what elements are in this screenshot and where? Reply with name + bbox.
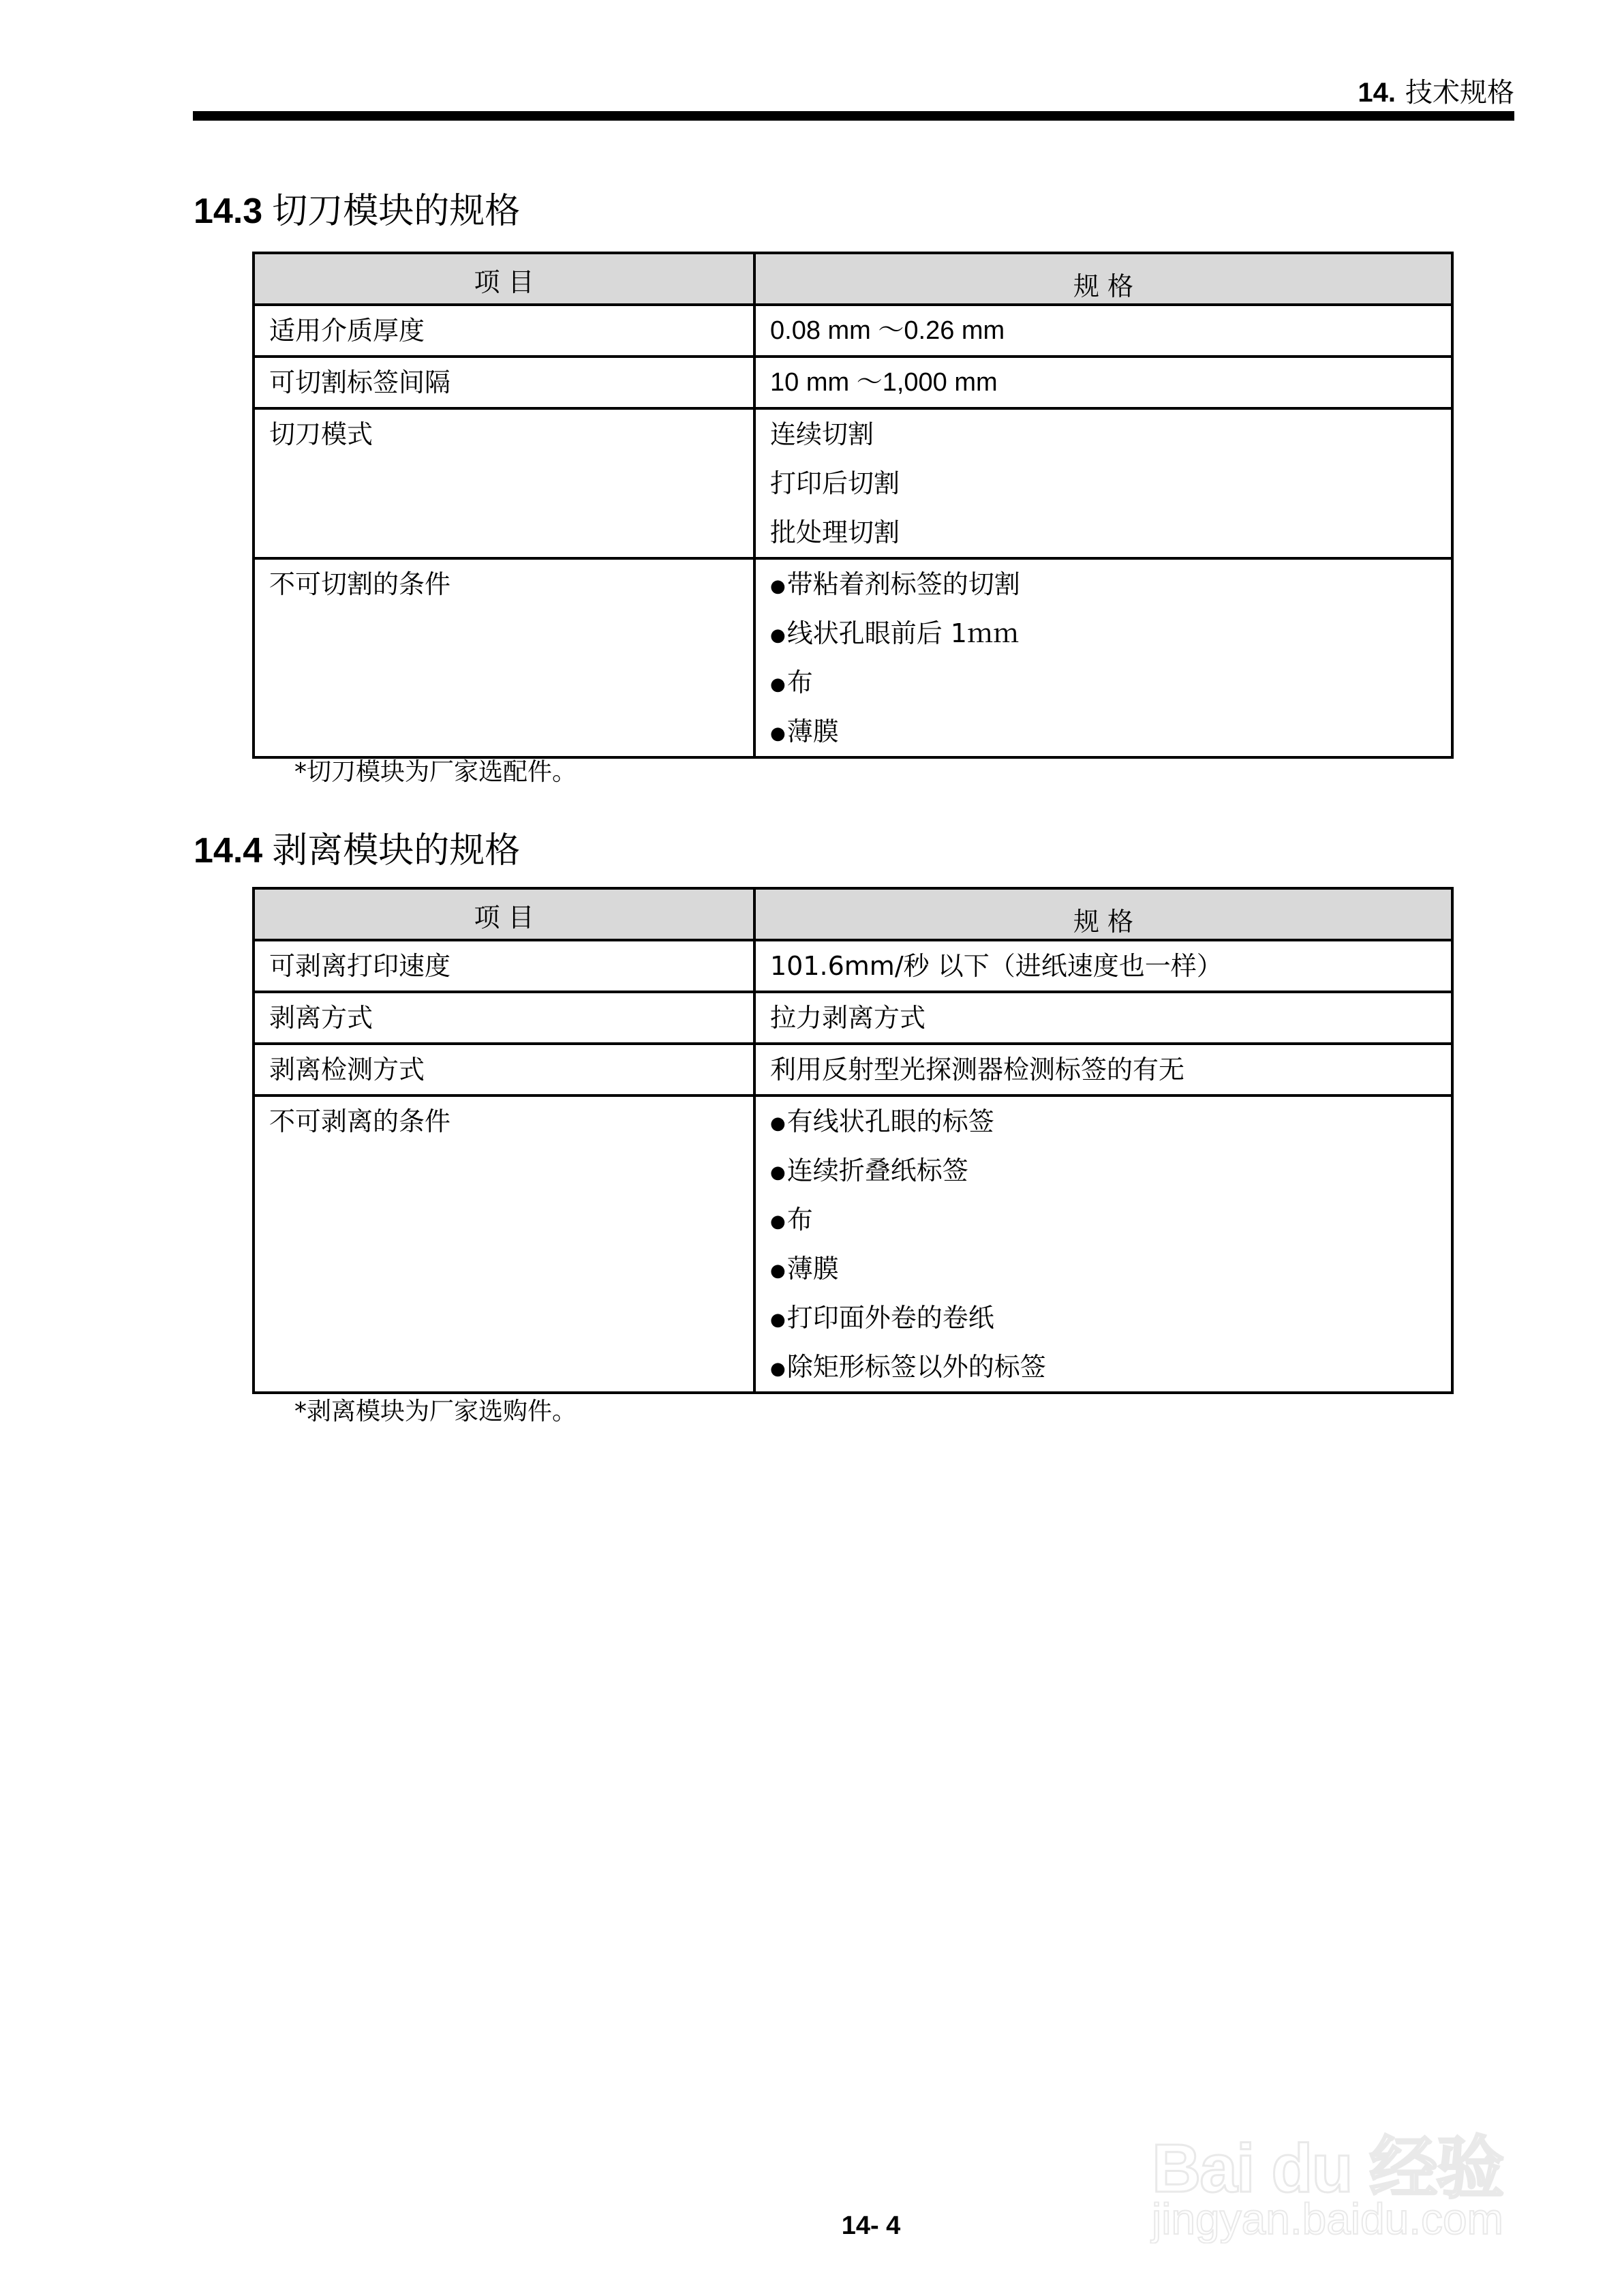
table-row <box>254 1096 1452 1393</box>
section-number: 14.3 <box>194 192 263 231</box>
peeler-footnote: *剥离模块为厂家选购件。 <box>294 1398 577 1425</box>
row-item: 切刀模式 <box>269 419 373 449</box>
header-rule <box>193 111 1514 121</box>
row-item: 不可剥离的条件 <box>269 1106 451 1136</box>
bullet-icon: ● <box>770 674 786 695</box>
baidu-paw-logo-icon: Bai du 经验 <box>1152 2130 1503 2207</box>
bullet-icon: ● <box>770 1260 786 1281</box>
table-header-row <box>254 253 1452 305</box>
row-spec: 10 mm ～1,000 mm <box>770 368 998 397</box>
section-title-peeler <box>194 829 520 873</box>
watermark-url: jingyan.baidu.com <box>1152 2194 1503 2244</box>
column-header-item: 项 目 <box>254 888 754 940</box>
bullet-item: ●打印面外卷的卷纸 <box>770 1303 994 1333</box>
bullet-icon: ● <box>770 1162 786 1183</box>
table-row <box>254 1044 1452 1096</box>
row-spec: 利用反射型光探测器检测标签的有无 <box>770 1055 1185 1085</box>
table-row <box>254 408 1452 558</box>
row-spec-line: 打印后切割 <box>770 468 900 498</box>
bullet-item: ●有线状孔眼的标签 <box>770 1106 994 1136</box>
bullet-item: ●薄膜 <box>770 716 839 746</box>
page-number: 14- 4 <box>841 2211 901 2240</box>
table-header-row <box>254 888 1452 940</box>
running-header <box>1358 74 1514 112</box>
column-header-item: 项 目 <box>254 253 754 305</box>
row-spec: 101.6mm/秒 以下（进纸速度也一样） <box>770 951 1223 981</box>
table-row <box>254 940 1452 992</box>
section-heading: 切刀模块的规格 <box>272 191 521 232</box>
row-item: 适用介质厚度 <box>269 316 425 346</box>
table-row <box>254 305 1452 357</box>
bullet-icon: ● <box>770 1309 786 1330</box>
bullet-icon: ● <box>770 723 786 744</box>
bullet-icon: ● <box>770 575 786 596</box>
column-header-spec: 规 格 <box>754 253 1452 305</box>
section-title-cutter <box>194 190 520 233</box>
row-spec: 0.08 mm ～0.26 mm <box>770 316 1005 345</box>
row-spec-line: 连续切割 <box>770 419 874 449</box>
bullet-icon: ● <box>770 624 786 646</box>
bullet-icon: ● <box>770 1211 786 1232</box>
cutter-footnote: *切刀模块为厂家选配件。 <box>294 758 577 786</box>
bullet-item: ●除矩形标签以外的标签 <box>770 1352 1046 1382</box>
table-row <box>254 558 1452 757</box>
table-row <box>254 357 1452 408</box>
bullet-item: ●带粘着剂标签的切割 <box>770 569 1020 599</box>
column-header-spec: 规 格 <box>754 888 1452 940</box>
bullet-icon: ● <box>770 1113 786 1134</box>
section-heading: 剥离模块的规格 <box>272 830 521 871</box>
bullet-item: ●布 <box>770 1205 813 1235</box>
bullet-item: ●薄膜 <box>770 1254 839 1284</box>
row-item: 剥离方式 <box>269 1003 373 1033</box>
row-item: 不可切割的条件 <box>269 569 451 599</box>
bullet-item: ●布 <box>770 667 813 697</box>
row-item: 可切割标签间隔 <box>269 367 451 397</box>
row-item: 剥离检测方式 <box>269 1055 425 1085</box>
table-row <box>254 992 1452 1044</box>
peeler-spec-table <box>252 887 1454 1394</box>
row-item: 可剥离打印速度 <box>269 951 451 981</box>
chapter-number: 14. <box>1358 78 1396 108</box>
cutter-spec-table <box>252 252 1454 759</box>
row-spec-line: 批处理切割 <box>770 517 900 547</box>
bullet-icon: ● <box>770 1358 786 1379</box>
section-number: 14.4 <box>194 831 263 871</box>
bullet-item: ●连续折叠纸标签 <box>770 1155 968 1185</box>
chapter-title: 技术规格 <box>1405 77 1514 108</box>
row-spec: 拉力剥离方式 <box>770 1003 926 1033</box>
bullet-item: ●线状孔眼前后 1ｍｍ <box>770 618 1019 648</box>
